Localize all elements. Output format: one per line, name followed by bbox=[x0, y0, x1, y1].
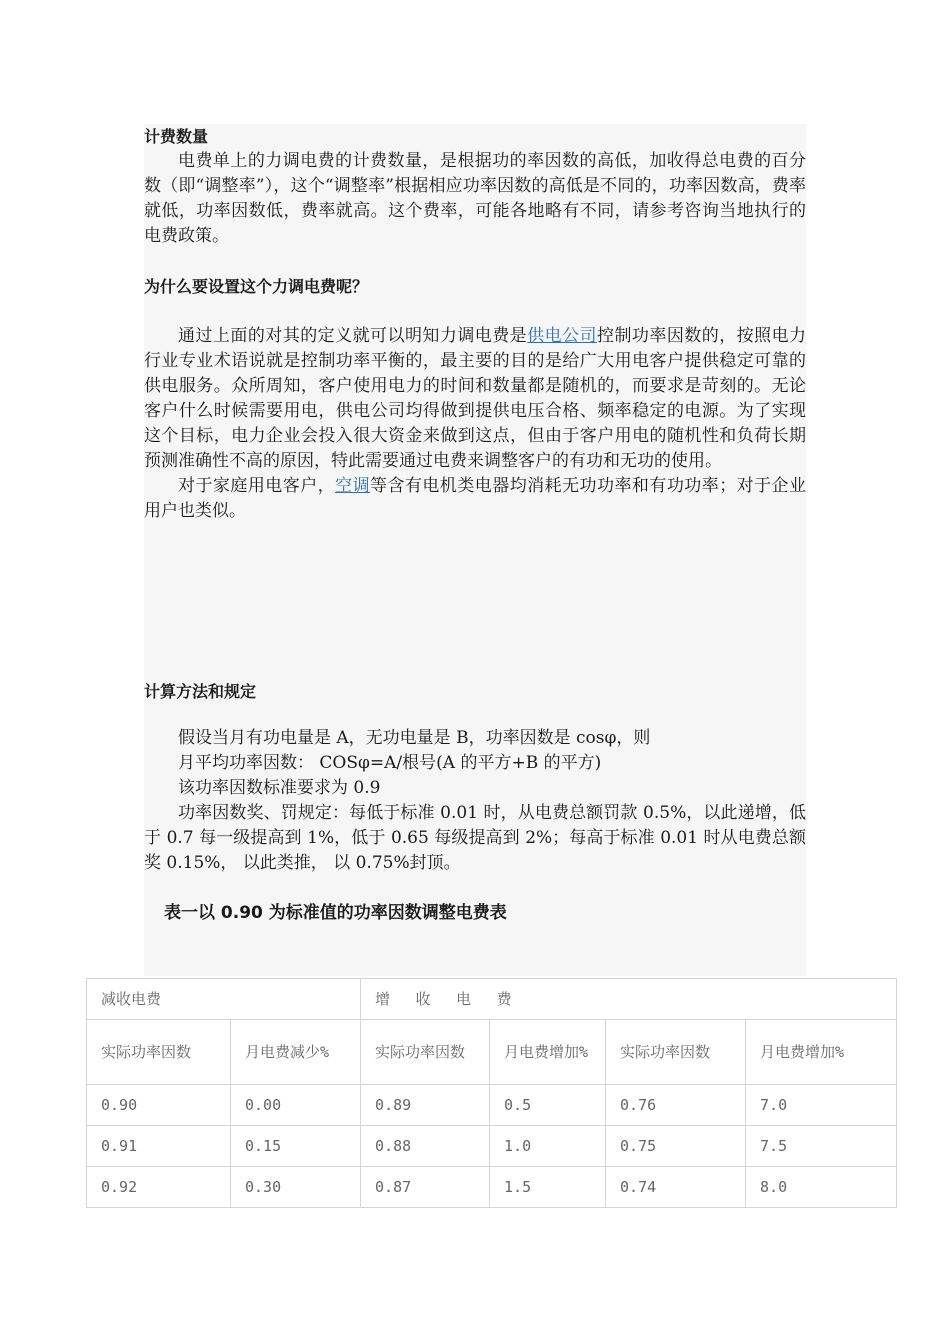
table-cell: 0.88 bbox=[361, 1126, 490, 1167]
table-row bbox=[87, 1085, 897, 1126]
document-body bbox=[144, 124, 806, 926]
group-header-reduce: 减收电费 bbox=[87, 979, 361, 1020]
paragraph bbox=[144, 474, 806, 524]
text-run: 控制功率因数的，按照电力行业专业术语说就是控制功率平衡的，最主要的目的是给广大用电客户提供稳定可靠的供电服务。众所周知，客户使用电力的时间和数量都是随机的，而要求是苛刻的。无论客户什么时候需要用电，供电公司均得做到提供电压合格、频率稳定的电源。为了实现这个目标，电力企业会投入很大资金来做到这点，但由于客户用电的随机性和负荷长期预测准确性不高的原因，特此需要通过电费来调整客户的有功和无功的使用。 bbox=[144, 326, 807, 471]
table-group-header-row bbox=[87, 979, 897, 1020]
power-factor-adjustment-table bbox=[86, 978, 897, 1208]
table-cell: 0.89 bbox=[361, 1085, 490, 1126]
section-why bbox=[144, 274, 806, 524]
column-header: 实际功率因数 bbox=[361, 1020, 490, 1085]
section-heading: 计算方法和规定 bbox=[144, 682, 257, 701]
column-header: 实际功率因数 bbox=[87, 1020, 231, 1085]
table-cell: 0.15 bbox=[231, 1126, 361, 1167]
group-header-increase: 增 收 电 费 bbox=[361, 979, 897, 1020]
table-cell: 0.76 bbox=[606, 1085, 746, 1126]
text-run: 通过上面的对其的定义就可以明知力调电费是 bbox=[178, 326, 528, 346]
section-heading: 为什么要设置这个力调电费呢？ bbox=[144, 277, 369, 296]
column-header: 实际功率因数 bbox=[606, 1020, 746, 1085]
formula-line: 该功率因数标准要求为 0.9 bbox=[178, 778, 381, 798]
section-heading: 计费数量 bbox=[144, 127, 209, 146]
table-cell: 0.75 bbox=[606, 1126, 746, 1167]
table-cell: 0.30 bbox=[231, 1167, 361, 1208]
table-row bbox=[87, 1126, 897, 1167]
table-cell: 0.5 bbox=[490, 1085, 606, 1126]
link-air-conditioner[interactable]: 空调 bbox=[335, 476, 371, 496]
link-power-supply-company[interactable]: 供电公司 bbox=[527, 326, 597, 346]
table-cell: 0.92 bbox=[87, 1167, 231, 1208]
text-run: 对于家庭用电客户， bbox=[178, 476, 336, 496]
table-cell: 0.00 bbox=[231, 1085, 361, 1126]
table-cell: 0.91 bbox=[87, 1126, 231, 1167]
formula-line: 月平均功率因数： COSφ=A/根号(A 的平方+B 的平方) bbox=[178, 753, 602, 773]
column-header: 月电费增加% bbox=[746, 1020, 897, 1085]
table-cell: 0.90 bbox=[87, 1085, 231, 1126]
table-cell: 1.5 bbox=[490, 1167, 606, 1208]
table-title: 表一以 0.90 为标准值的功率因数调整电费表 bbox=[164, 903, 507, 923]
text-run: 等含有电机类电器均消耗无功功率和有功功率；对于企业用户也类似。 bbox=[144, 476, 807, 521]
paragraph: 功率因数奖、罚规定：每低于标准 0.01 时，从电费总额罚款 0.5%，以此递增，低于 0.7 每一级提高到 1%，低于 0.65 每级提高到 2%；每高于标准 0.01 时从电费总额奖 0.15%， 以此类推， 以 0.75%封顶。 bbox=[144, 803, 806, 873]
paragraph bbox=[144, 324, 806, 474]
column-header: 月电费减少% bbox=[231, 1020, 361, 1085]
section-calculation bbox=[144, 679, 806, 926]
table-header-row bbox=[87, 1020, 897, 1085]
table-cell: 7.0 bbox=[746, 1085, 897, 1126]
table-cell: 0.74 bbox=[606, 1167, 746, 1208]
table-cell: 1.0 bbox=[490, 1126, 606, 1167]
formula-line: 假设当月有功电量是 A，无功电量是 B，功率因数是 cosφ，则 bbox=[178, 728, 651, 748]
table-cell: 7.5 bbox=[746, 1126, 897, 1167]
paragraph: 电费单上的力调电费的计费数量，是根据功的率因数的高低，加收得总电费的百分数（即“调整率”），这个“调整率”根据相应功率因数的高低是不同的，功率因数高，费率就低，功率因数低，费率就高。这个费率，可能各地略有不同，请参考咨询当地执行的电费政策。 bbox=[144, 151, 806, 246]
table-cell: 8.0 bbox=[746, 1167, 897, 1208]
table-row bbox=[87, 1167, 897, 1208]
table-cell: 0.87 bbox=[361, 1167, 490, 1208]
section-billing-quantity bbox=[144, 124, 806, 249]
column-header: 月电费增加% bbox=[490, 1020, 606, 1085]
